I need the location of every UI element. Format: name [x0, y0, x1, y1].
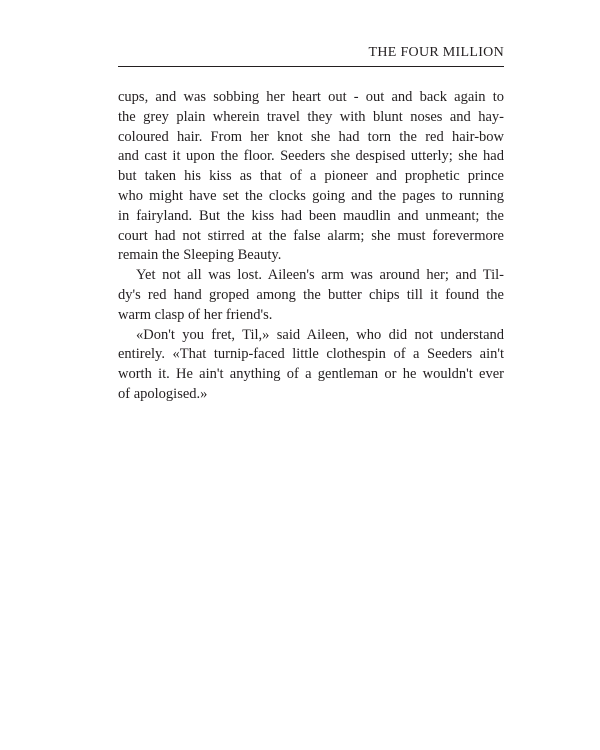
- text-line: in fairyland. But the kiss had been maudlin and unmeant; the: [118, 207, 504, 224]
- running-header: THE FOUR MILLION: [368, 45, 504, 60]
- text-line: coloured hair. From her knot she had torn the red hair-bow: [118, 128, 504, 145]
- text-line: dy's red hand groped among the butter chips till it found the: [118, 286, 504, 303]
- text-line: court had not stirred at the false alarm; she must forevermore: [118, 227, 504, 244]
- paragraph: [118, 88, 504, 266]
- text-line: of apologised.»: [118, 385, 208, 402]
- text-line: cups, and was sobbing her heart out - out and back again to: [118, 89, 504, 105]
- text-line: the grey plain wherein travel they with blunt noses and hay-: [118, 108, 504, 125]
- text-line: but taken his kiss as that of a pioneer and prophetic prince: [118, 168, 504, 185]
- paragraph: [118, 326, 504, 405]
- header-rule: [118, 66, 504, 67]
- text-line: warm clasp of her friend's.: [118, 306, 273, 323]
- text-line: remain the Sleeping Beauty.: [118, 247, 282, 264]
- text-line: worth it. He ain't anything of a gentleman or he wouldn't ever: [118, 366, 504, 383]
- paragraph: [118, 266, 504, 325]
- text-line: and cast it upon the floor. Seeders she despised utterly; she had: [118, 148, 504, 165]
- text-line: entirely. «That turnip-faced little clothespin of a Seeders ain't: [118, 346, 504, 363]
- text-line: who might have set the clocks going and the pages to running: [118, 187, 504, 204]
- text-line: «Don't you fret, Til,» said Aileen, who did not understand: [136, 326, 504, 343]
- text-line: Yet not all was lost. Aileen's arm was around her; and Til-: [136, 267, 504, 284]
- body-text: [118, 88, 504, 405]
